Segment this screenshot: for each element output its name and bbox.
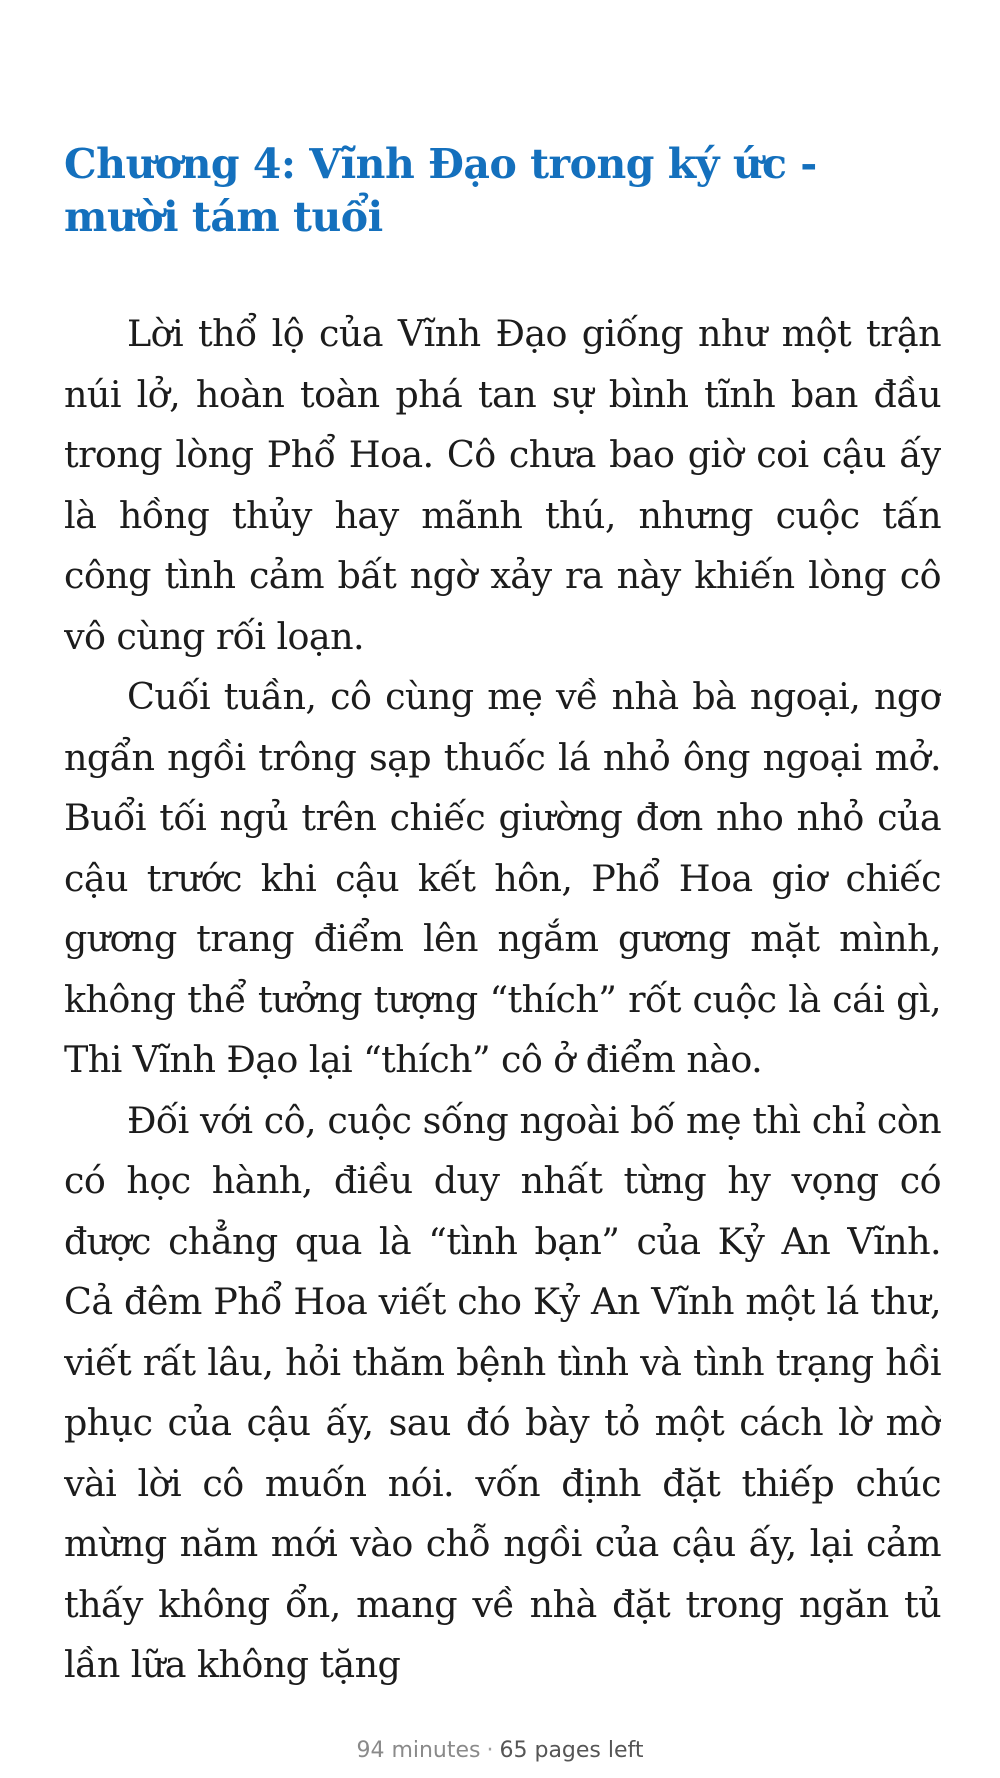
paragraph: Cuối tuần, cô cùng mẹ về nhà bà ngoại, ngơ ngẩn ngồi trông sạp thuốc lá nhỏ ông ngoại mở. Buổi tối ngủ trên chiếc giường đơn nho nhỏ của cậu trước khi cậu kết hôn, Phổ Hoa giơ chiếc gương trang điểm lên ngắm gương mặt mình, không thể tưởng tượng “thích” rốt cuộc là cái gì, Thi Vĩnh Đạo lại “thích” cô ở điểm nào. — [64, 675, 941, 1081]
footer-separator: · — [486, 1738, 494, 1763]
time-left-label: 94 minutes — [356, 1738, 481, 1763]
reader-page[interactable] — [64, 0, 941, 1778]
text-fade-overlay — [64, 1690, 941, 1730]
paragraph: Lời thổ lộ của Vĩnh Đạo giống như một trận núi lở, hoàn toàn phá tan sự bình tĩnh ban đầu trong lòng Phổ Hoa. Cô chưa bao giờ coi cậu ấy là hồng thủy hay mãnh thú, nhưng cuộc tấn công tình cảm bất ngờ xảy ra này khiến lòng cô vô cùng rối loạn. — [64, 312, 941, 658]
pages-left-label: 65 pages left — [499, 1738, 644, 1763]
chapter-title: Chương 4: Vĩnh Đạo trong ký ức - mười tám tuổi — [64, 140, 817, 241]
chapter-body — [64, 304, 941, 1724]
paragraph: Đối với cô, cuộc sống ngoài bố mẹ thì chỉ còn có học hành, điều duy nhất từng hy vọng có được chẳng qua là “tình bạn” của Kỷ An Vĩnh. Cả đêm Phổ Hoa viết cho Kỷ An Vĩnh một lá thư, viết rất lâu, hỏi thăm bệnh tình và tình trạng hồi phục của cậu ấy, sau đó bày tỏ một cách lờ mờ vài lời cô muốn nói. vốn định đặt thiếp chúc mừng năm mới vào chỗ ngồi của cậu ấy, lại cảm thấy không ổn, mang về nhà đặt trong ngăn tủ lần lữa không tặng — [64, 1098, 941, 1686]
reading-progress-footer — [0, 1738, 1000, 1763]
